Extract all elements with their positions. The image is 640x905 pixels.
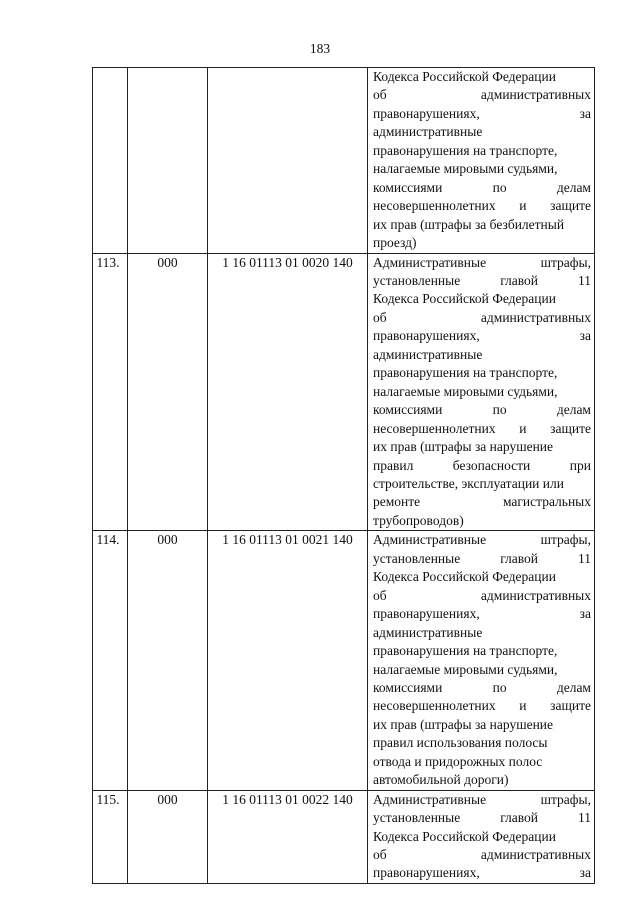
kbk-code-cell: 1 16 01113 01 0022 140 (208, 790, 368, 883)
admin-code-cell: 000 (128, 253, 208, 531)
description-word: налагаемые мировыми судьями, (373, 661, 558, 677)
description-word: установленные (373, 272, 461, 288)
description-line (373, 123, 591, 141)
description-line (373, 216, 591, 234)
description-word: административные (373, 346, 483, 362)
description-line (373, 512, 591, 530)
description-line (373, 105, 591, 123)
description-line (373, 457, 591, 475)
description-line (373, 809, 591, 827)
row-number-cell: 115. (93, 790, 128, 883)
description-word: по (492, 679, 507, 695)
description-line (373, 624, 591, 642)
description-word: по (492, 402, 507, 418)
description-line (373, 364, 591, 382)
description-word: безопасности (452, 457, 531, 473)
description-word: проезд) (373, 235, 417, 251)
description-word: правонарушениях, (373, 105, 480, 121)
description-cell (368, 68, 595, 254)
description-word: Кодекса Российской Федерации (373, 828, 556, 844)
description-line (373, 401, 591, 419)
admin-code-cell (128, 68, 208, 254)
description-word: главой (500, 810, 539, 826)
description-line (373, 272, 591, 290)
description-word: об (373, 87, 387, 103)
table-row (93, 790, 595, 883)
description-word: 11 (578, 810, 591, 826)
description-line (373, 550, 591, 568)
description-word: Административные (373, 532, 487, 548)
description-line (373, 753, 591, 771)
description-word: административных (480, 587, 591, 603)
table-body (93, 68, 595, 884)
description-word: за (579, 328, 591, 344)
kbk-code-cell: 1 16 01113 01 0021 140 (208, 531, 368, 790)
description-line (373, 587, 591, 605)
description-word: 11 (578, 550, 591, 566)
description-word: административных (480, 847, 591, 863)
description-word: делам (556, 179, 591, 195)
description-line (373, 679, 591, 697)
description-word: Кодекса Российской Федерации (373, 69, 556, 84)
description-word: административные (373, 124, 483, 140)
description-line (373, 697, 591, 715)
row-number-cell: 113. (93, 253, 128, 531)
description-word: об (373, 309, 387, 325)
description-word: строительстве, эксплуатации или (373, 475, 564, 491)
description-word: несовершеннолетних (373, 698, 496, 714)
description-word: защите (550, 698, 591, 714)
description-word: главой (500, 272, 539, 288)
description-line (373, 68, 591, 86)
description-word: при (569, 457, 591, 473)
description-cell (368, 790, 595, 883)
description-line (373, 438, 591, 456)
description-line (373, 642, 591, 660)
description-word: и (519, 698, 527, 714)
description-word: правонарушения на транспорте, (373, 365, 558, 381)
description-word: их прав (штрафы за нарушение (373, 716, 554, 732)
description-word: Административные (373, 254, 487, 270)
budget-classification-table (92, 67, 595, 884)
description-line (373, 142, 591, 160)
description-word: правонарушениях, (373, 606, 480, 622)
description-cell (368, 253, 595, 531)
description-word: административные (373, 624, 483, 640)
row-number-cell (93, 68, 128, 254)
description-word: главой (500, 550, 539, 566)
description-line (373, 254, 591, 272)
description-word: их прав (штрафы за нарушение (373, 439, 554, 455)
description-line (373, 828, 591, 846)
table-row (93, 68, 595, 254)
description-word: магистральных (502, 494, 591, 510)
description-word: правонарушениях, (373, 865, 480, 881)
description-word: их прав (штрафы за безбилетный (373, 216, 565, 232)
description-word: отвода и придорожных полос (373, 753, 543, 769)
description-word: и (519, 420, 527, 436)
description-word: несовершеннолетних (373, 420, 496, 436)
description-word: делам (556, 679, 591, 695)
description-line (373, 234, 591, 252)
description-word: налагаемые мировыми судьями, (373, 161, 558, 177)
description-line (373, 605, 591, 623)
description-word: Административные (373, 791, 487, 807)
description-word: комиссиями (373, 679, 443, 695)
description-word: штрафы, (540, 791, 591, 807)
description-word: 11 (578, 272, 591, 288)
description-word: установленные (373, 810, 461, 826)
description-word: защите (550, 198, 591, 214)
description-line (373, 716, 591, 734)
table-row (93, 531, 595, 790)
description-line (373, 197, 591, 215)
description-word: Кодекса Российской Федерации (373, 569, 556, 585)
description-line (373, 475, 591, 493)
table-row (93, 253, 595, 531)
description-word: административных (480, 309, 591, 325)
description-word: несовершеннолетних (373, 198, 496, 214)
kbk-code-cell: 1 16 01113 01 0020 140 (208, 253, 368, 531)
description-word: об (373, 587, 387, 603)
description-line (373, 86, 591, 104)
description-word: за (579, 105, 591, 121)
description-word: установленные (373, 550, 461, 566)
description-word: правонарушения на транспорте, (373, 142, 558, 158)
description-word: правил (373, 457, 414, 473)
description-word: за (579, 606, 591, 622)
description-word: комиссиями (373, 402, 443, 418)
description-line (373, 383, 591, 401)
description-cell (368, 531, 595, 790)
description-word: и (519, 198, 527, 214)
page-number: 183 (309, 41, 331, 56)
description-word: по (492, 179, 507, 195)
description-line (373, 420, 591, 438)
description-line (373, 327, 591, 345)
description-word: штрафы, (540, 532, 591, 548)
description-word: правил использования полосы (373, 735, 548, 751)
admin-code-cell: 000 (128, 790, 208, 883)
description-word: правонарушениях, (373, 328, 480, 344)
row-number-cell: 114. (93, 531, 128, 790)
description-line (373, 160, 591, 178)
description-line (373, 846, 591, 864)
description-line (373, 346, 591, 364)
description-word: делам (556, 402, 591, 418)
description-word: защите (550, 420, 591, 436)
description-word: налагаемые мировыми судьями, (373, 383, 558, 399)
admin-code-cell: 000 (128, 531, 208, 790)
description-word: комиссиями (373, 179, 443, 195)
description-line (373, 493, 591, 511)
description-line (373, 531, 591, 549)
description-word: за (579, 865, 591, 881)
description-word: ремонте (373, 494, 421, 510)
description-line (373, 309, 591, 327)
description-line (373, 661, 591, 679)
description-word: штрафы, (540, 254, 591, 270)
description-word: административных (480, 87, 591, 103)
description-word: автомобильной дороги) (373, 772, 509, 788)
description-word: Кодекса Российской Федерации (373, 291, 556, 307)
description-line (373, 791, 591, 809)
description-line (373, 734, 591, 752)
description-line (373, 290, 591, 308)
description-line (373, 179, 591, 197)
kbk-code-cell (208, 68, 368, 254)
description-word: трубопроводов) (373, 512, 464, 528)
description-line (373, 864, 591, 882)
description-line (373, 568, 591, 586)
description-word: правонарушения на транспорте, (373, 643, 558, 659)
description-word: об (373, 847, 387, 863)
description-line (373, 771, 591, 789)
